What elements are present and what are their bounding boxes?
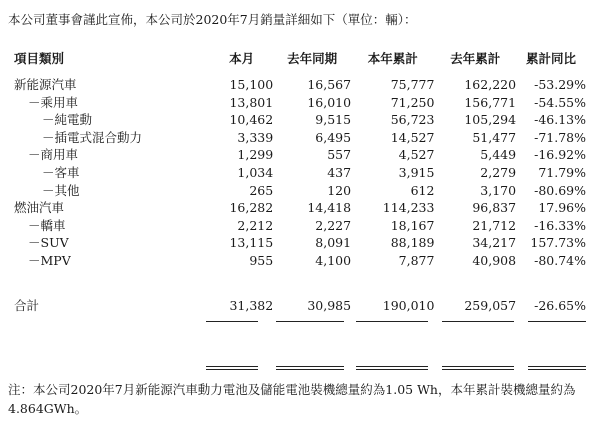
row-label: －SUV xyxy=(28,235,69,251)
row-value: 3,170 xyxy=(480,182,517,198)
table-row xyxy=(14,146,586,164)
row-value: 157.73% xyxy=(530,235,586,251)
row-value: -54.55% xyxy=(534,94,586,110)
sales-table xyxy=(14,50,586,320)
row-value: 2,227 xyxy=(315,217,352,233)
row-value: 88,189 xyxy=(390,235,435,251)
row-value: 612 xyxy=(410,182,435,198)
row-value: -16.33% xyxy=(534,217,586,233)
row-value: 56,723 xyxy=(390,112,435,128)
row-label: －插電式混合動力 xyxy=(42,129,143,145)
row-value: 1,299 xyxy=(237,147,274,163)
row-label: －純電動 xyxy=(42,112,93,128)
row-value: -46.13% xyxy=(534,112,586,128)
table-row xyxy=(14,129,586,147)
total-value: 259,057 xyxy=(464,297,517,313)
table-row xyxy=(14,111,586,129)
total-label: 合計 xyxy=(14,297,40,313)
row-label: 燃油汽車 xyxy=(14,200,65,216)
row-value: 16,010 xyxy=(307,94,352,110)
row-value: 4,527 xyxy=(398,147,435,163)
row-label: －轎車 xyxy=(28,217,66,233)
row-value: 34,217 xyxy=(472,235,517,251)
row-value: 13,115 xyxy=(229,235,274,251)
row-value: 2,279 xyxy=(480,164,517,180)
row-value: 96,837 xyxy=(472,200,517,216)
row-label: －MPV xyxy=(28,252,71,268)
row-value: 1,034 xyxy=(237,164,274,180)
row-value: 14,418 xyxy=(307,200,352,216)
total-double-line-1 xyxy=(206,366,258,370)
row-label: －乘用車 xyxy=(28,94,79,110)
row-label: －商用車 xyxy=(28,147,79,163)
header-ytd-yoy: 累計同比 xyxy=(526,51,577,66)
total-row xyxy=(14,292,586,320)
spacer-row xyxy=(14,270,586,292)
row-label: －其他 xyxy=(42,182,80,198)
total-double-line-2 xyxy=(276,366,344,370)
row-value: -71.78% xyxy=(534,129,586,145)
footnote: 注：本公司2020年7月新能源汽車動力電池及儲能電池裝機總量約為1.05 Wh，本年累計裝機總量約為4.864GWh。 xyxy=(8,382,576,416)
row-value: 71.79% xyxy=(538,164,586,180)
table-row xyxy=(14,234,586,252)
row-value: 51,477 xyxy=(472,129,517,145)
row-value: 18,167 xyxy=(390,217,435,233)
row-value: 16,282 xyxy=(229,200,274,216)
row-value: 40,908 xyxy=(472,252,517,268)
row-value: 265 xyxy=(249,182,274,198)
row-value: 5,449 xyxy=(480,147,517,163)
row-value: -53.29% xyxy=(534,77,586,92)
row-value: 105,294 xyxy=(464,112,517,128)
row-value: 14,527 xyxy=(390,129,435,145)
row-value: 8,091 xyxy=(315,235,352,251)
header-last-year-ytd: 去年累計 xyxy=(450,51,501,66)
row-value: 15,100 xyxy=(229,77,274,92)
row-value: 17.96% xyxy=(538,200,586,216)
row-value: 10,462 xyxy=(229,112,274,128)
subtotal-line-4 xyxy=(442,321,514,322)
row-value: 6,495 xyxy=(315,129,352,145)
row-value: 437 xyxy=(327,164,352,180)
total-double-line-3 xyxy=(356,366,428,370)
row-value: 955 xyxy=(249,252,274,268)
table-row xyxy=(14,76,586,94)
table-row xyxy=(14,217,586,235)
row-value: 3,339 xyxy=(237,129,274,145)
table-header-row xyxy=(14,50,586,76)
row-value: 156,771 xyxy=(464,94,517,110)
row-value: 9,515 xyxy=(315,112,352,128)
row-value: 21,712 xyxy=(472,217,517,233)
row-value: 16,567 xyxy=(307,77,352,92)
row-value: 75,777 xyxy=(390,77,435,92)
row-value: -80.69% xyxy=(534,182,586,198)
row-value: 71,250 xyxy=(390,94,435,110)
total-value: 31,382 xyxy=(229,297,274,313)
table-row xyxy=(14,199,586,217)
row-value: 4,100 xyxy=(315,252,352,268)
header-same-period-last-year: 去年同期 xyxy=(287,51,338,66)
row-label: 新能源汽車 xyxy=(14,77,77,92)
header-category: 項目類別 xyxy=(14,51,65,66)
header-ytd: 本年累計 xyxy=(367,51,418,66)
total-value: 190,010 xyxy=(382,297,435,313)
table-row xyxy=(14,94,586,112)
row-value: 114,233 xyxy=(382,200,435,216)
row-value: 3,915 xyxy=(398,164,435,180)
total-double-line-5 xyxy=(528,366,586,370)
row-value: 13,801 xyxy=(229,94,274,110)
row-value: 7,877 xyxy=(398,252,435,268)
intro-text: 本公司董事會謹此宣佈，本公司於2020年7月銷量詳細如下（單位：輛）： xyxy=(8,12,417,27)
row-value: 162,220 xyxy=(464,77,517,92)
header-this-month: 本月 xyxy=(229,51,255,66)
table-row xyxy=(14,182,586,200)
row-value: 120 xyxy=(327,182,352,198)
total-double-line-4 xyxy=(442,366,514,370)
row-value: -80.74% xyxy=(534,252,586,268)
subtotal-line-1 xyxy=(206,321,258,322)
row-value: -16.92% xyxy=(534,147,586,163)
table-row xyxy=(14,164,586,182)
table-row xyxy=(14,252,586,270)
total-value: 30,985 xyxy=(307,297,352,313)
row-value: 2,212 xyxy=(237,217,274,233)
subtotal-line-3 xyxy=(356,321,428,322)
row-label: －客車 xyxy=(42,164,80,180)
row-value: 557 xyxy=(327,147,352,163)
subtotal-line-2 xyxy=(276,321,344,322)
subtotal-line-5 xyxy=(528,321,586,322)
total-value: -26.65% xyxy=(534,297,586,313)
